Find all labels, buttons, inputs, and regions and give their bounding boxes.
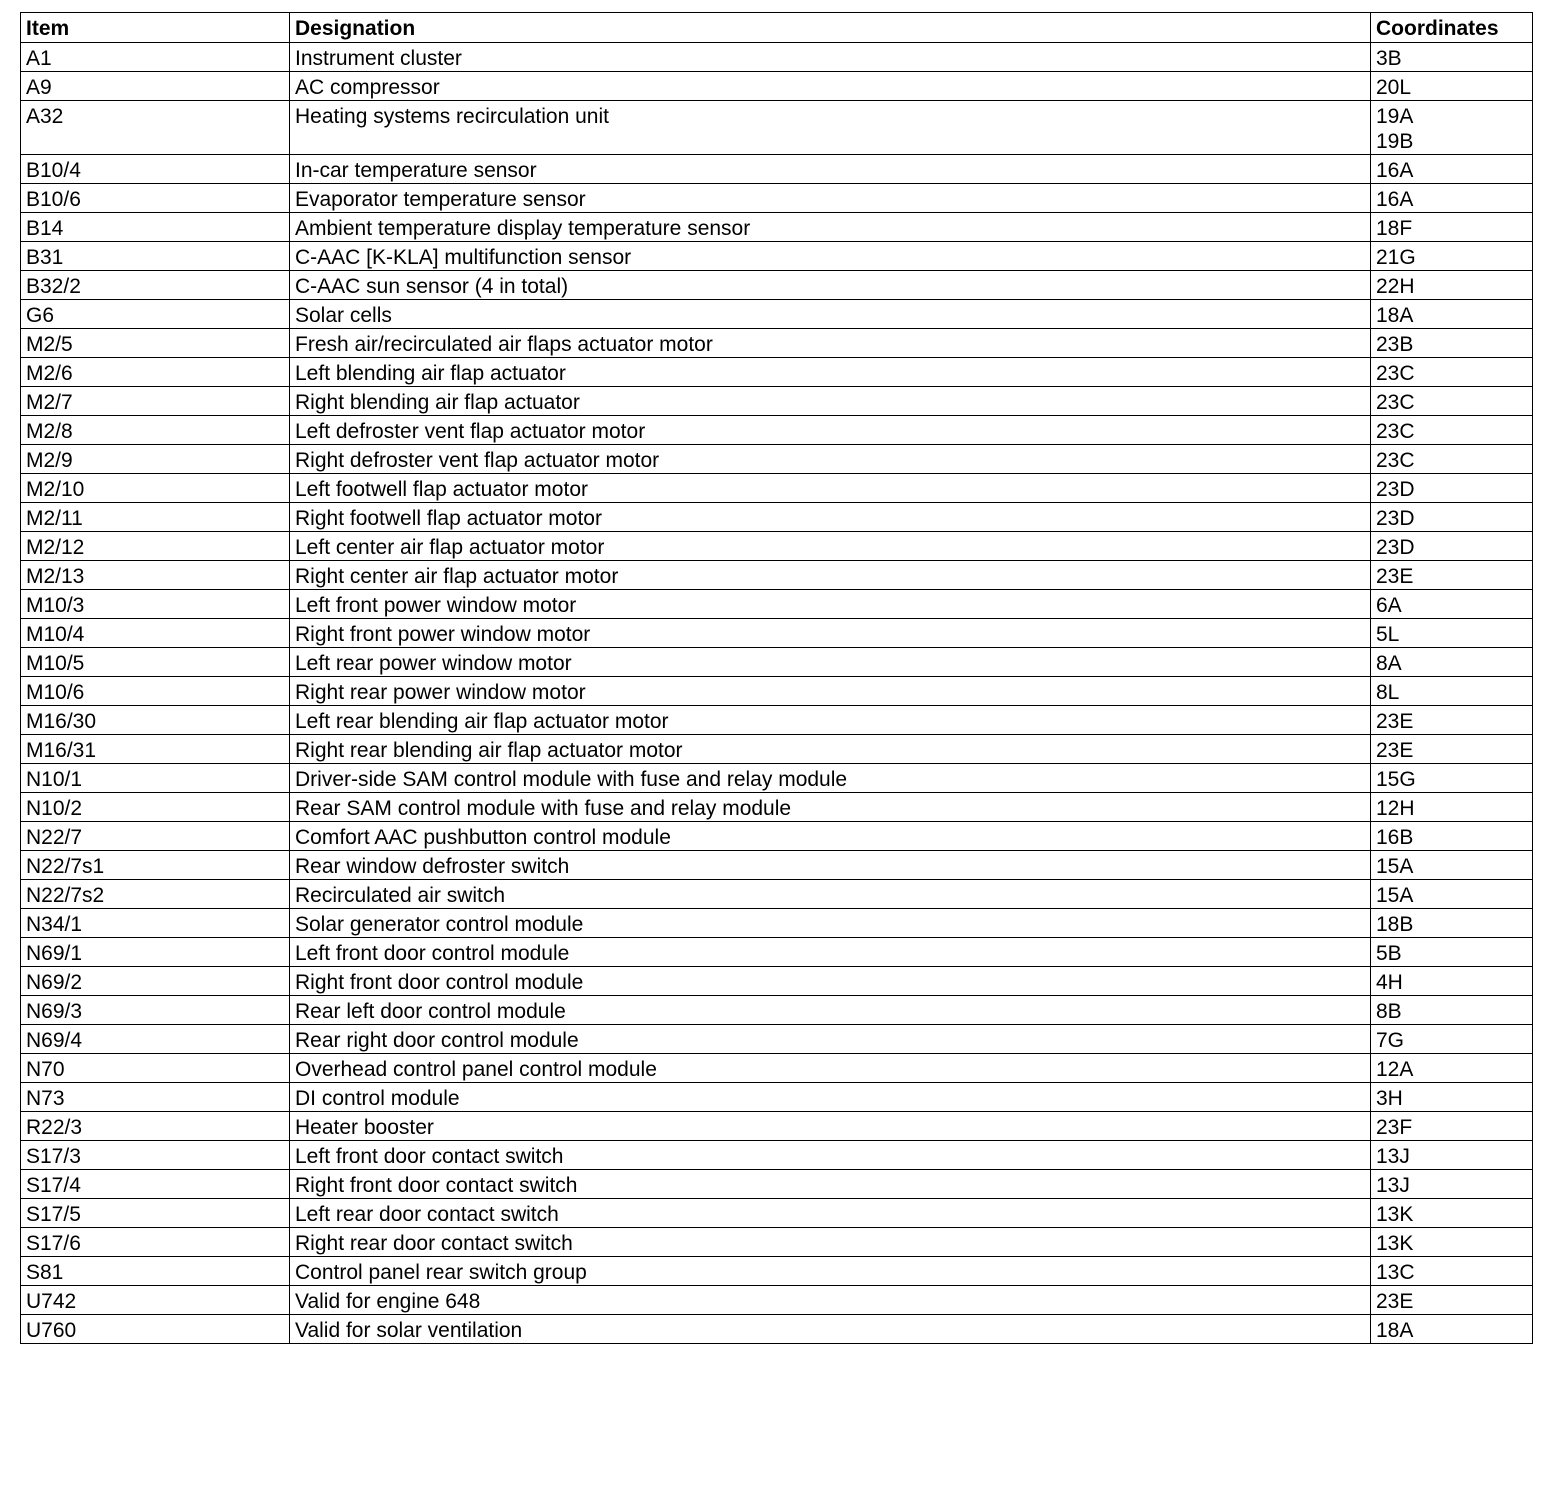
coordinate-value: 23E	[1376, 710, 1414, 733]
table-row	[21, 1199, 1533, 1228]
cell-designation: Right rear blending air flap actuator motor	[290, 735, 1371, 764]
cell-designation: Rear right door control module	[290, 1025, 1371, 1054]
table-row	[21, 648, 1533, 677]
cell-coordinates	[1371, 387, 1533, 416]
cell-item: M2/9	[21, 445, 290, 474]
cell-designation: Evaporator temperature sensor	[290, 184, 1371, 213]
coordinate-value: 19A	[1376, 105, 1414, 128]
table-row	[21, 822, 1533, 851]
header-item: Item	[21, 13, 290, 43]
table-row	[21, 532, 1533, 561]
coordinate-value: 18B	[1376, 913, 1414, 936]
cell-item: U760	[21, 1315, 290, 1344]
cell-designation: Right front power window motor	[290, 619, 1371, 648]
table-row	[21, 561, 1533, 590]
cell-item: N22/7s2	[21, 880, 290, 909]
cell-coordinates	[1371, 72, 1533, 101]
coordinate-value: 3H	[1376, 1087, 1403, 1110]
cell-coordinates	[1371, 155, 1533, 184]
cell-item: M2/8	[21, 416, 290, 445]
cell-coordinates	[1371, 793, 1533, 822]
coordinate-value: 15A	[1376, 855, 1414, 878]
cell-designation: Left center air flap actuator motor	[290, 532, 1371, 561]
cell-coordinates	[1371, 1054, 1533, 1083]
cell-item: N10/2	[21, 793, 290, 822]
cell-designation: Driver-side SAM control module with fuse and relay module	[290, 764, 1371, 793]
coordinate-value: 23D	[1376, 507, 1415, 530]
coordinate-value: 23D	[1376, 536, 1415, 559]
coordinate-value: 6A	[1376, 594, 1402, 617]
coordinate-value: 15A	[1376, 884, 1414, 907]
coordinate-value: 15G	[1376, 768, 1416, 791]
table-row	[21, 619, 1533, 648]
cell-coordinates	[1371, 532, 1533, 561]
cell-item: N70	[21, 1054, 290, 1083]
coordinate-value: 8A	[1376, 652, 1402, 675]
cell-item: N69/3	[21, 996, 290, 1025]
cell-coordinates	[1371, 474, 1533, 503]
table-row	[21, 909, 1533, 938]
cell-designation: Right blending air flap actuator	[290, 387, 1371, 416]
table-row	[21, 793, 1533, 822]
cell-designation: Left rear blending air flap actuator motor	[290, 706, 1371, 735]
table-row	[21, 1170, 1533, 1199]
header-designation: Designation	[290, 13, 1371, 43]
cell-coordinates	[1371, 561, 1533, 590]
cell-designation: Left rear door contact switch	[290, 1199, 1371, 1228]
table-row	[21, 387, 1533, 416]
cell-item: M2/6	[21, 358, 290, 387]
cell-item: M10/4	[21, 619, 290, 648]
table-row	[21, 1112, 1533, 1141]
cell-coordinates	[1371, 1141, 1533, 1170]
coordinate-value: 8L	[1376, 681, 1400, 704]
cell-designation: Heater booster	[290, 1112, 1371, 1141]
cell-designation: Left front door control module	[290, 938, 1371, 967]
cell-designation: Fresh air/recirculated air flaps actuator motor	[290, 329, 1371, 358]
table-row	[21, 358, 1533, 387]
cell-item: B10/6	[21, 184, 290, 213]
cell-designation: Control panel rear switch group	[290, 1257, 1371, 1286]
cell-coordinates	[1371, 1315, 1533, 1344]
table-row	[21, 1286, 1533, 1315]
cell-item: S17/6	[21, 1228, 290, 1257]
cell-item: S17/5	[21, 1199, 290, 1228]
cell-coordinates	[1371, 300, 1533, 329]
table-row	[21, 1228, 1533, 1257]
cell-coordinates	[1371, 996, 1533, 1025]
table-row	[21, 1315, 1533, 1344]
coordinate-value: 23F	[1376, 1116, 1413, 1139]
table-row	[21, 155, 1533, 184]
coordinate-value: 18F	[1376, 217, 1413, 240]
cell-coordinates	[1371, 880, 1533, 909]
cell-item: B32/2	[21, 271, 290, 300]
cell-coordinates	[1371, 1228, 1533, 1257]
cell-designation: Right front door control module	[290, 967, 1371, 996]
table-row	[21, 735, 1533, 764]
cell-item: M10/3	[21, 590, 290, 619]
cell-coordinates	[1371, 909, 1533, 938]
table-row	[21, 1141, 1533, 1170]
cell-coordinates	[1371, 735, 1533, 764]
table-row	[21, 996, 1533, 1025]
cell-coordinates	[1371, 271, 1533, 300]
coordinate-value: 21G	[1376, 246, 1416, 269]
table-row	[21, 1083, 1533, 1112]
table-row	[21, 329, 1533, 358]
cell-item: U742	[21, 1286, 290, 1315]
coordinate-value: 8B	[1376, 1000, 1402, 1023]
cell-designation: Right rear power window motor	[290, 677, 1371, 706]
coordinate-value: 23C	[1376, 420, 1415, 443]
table-row	[21, 677, 1533, 706]
cell-coordinates	[1371, 677, 1533, 706]
cell-item: R22/3	[21, 1112, 290, 1141]
table-row	[21, 43, 1533, 72]
coordinate-value: 16A	[1376, 188, 1414, 211]
cell-designation: Right rear door contact switch	[290, 1228, 1371, 1257]
coordinate-value: 13C	[1376, 1261, 1415, 1284]
table-row	[21, 967, 1533, 996]
coordinate-value: 16A	[1376, 159, 1414, 182]
cell-item: N69/2	[21, 967, 290, 996]
cell-item: A32	[21, 101, 290, 155]
cell-coordinates	[1371, 1286, 1533, 1315]
cell-coordinates	[1371, 938, 1533, 967]
cell-coordinates	[1371, 213, 1533, 242]
cell-item: B10/4	[21, 155, 290, 184]
cell-designation: Rear window defroster switch	[290, 851, 1371, 880]
cell-designation: Left rear power window motor	[290, 648, 1371, 677]
table-row	[21, 213, 1533, 242]
cell-coordinates	[1371, 416, 1533, 445]
cell-item: S17/4	[21, 1170, 290, 1199]
cell-item: N73	[21, 1083, 290, 1112]
cell-item: A1	[21, 43, 290, 72]
cell-coordinates	[1371, 706, 1533, 735]
cell-item: M2/7	[21, 387, 290, 416]
cell-item: G6	[21, 300, 290, 329]
cell-item: M2/13	[21, 561, 290, 590]
cell-designation: Solar cells	[290, 300, 1371, 329]
cell-item: S81	[21, 1257, 290, 1286]
cell-designation: Right center air flap actuator motor	[290, 561, 1371, 590]
coordinate-value: 12A	[1376, 1058, 1414, 1081]
cell-designation: C-AAC [K-KLA] multifunction sensor	[290, 242, 1371, 271]
coordinate-value: 13K	[1376, 1232, 1414, 1255]
cell-designation: Right defroster vent flap actuator motor	[290, 445, 1371, 474]
coordinate-value: 18A	[1376, 1319, 1414, 1342]
cell-item: M16/31	[21, 735, 290, 764]
coordinate-value: 23E	[1376, 739, 1414, 762]
table-row	[21, 101, 1533, 155]
cell-item: M2/12	[21, 532, 290, 561]
coordinate-value: 13J	[1376, 1145, 1410, 1168]
table-row	[21, 416, 1533, 445]
cell-designation: Valid for engine 648	[290, 1286, 1371, 1315]
cell-designation: Right front door contact switch	[290, 1170, 1371, 1199]
table-row	[21, 72, 1533, 101]
coordinate-value: 23E	[1376, 1290, 1414, 1313]
table-row	[21, 503, 1533, 532]
cell-item: A9	[21, 72, 290, 101]
table-row	[21, 1054, 1533, 1083]
cell-coordinates	[1371, 590, 1533, 619]
cell-item: N69/1	[21, 938, 290, 967]
cell-designation: Recirculated air switch	[290, 880, 1371, 909]
cell-coordinates	[1371, 764, 1533, 793]
coordinate-value: 13J	[1376, 1174, 1410, 1197]
coordinate-value: 18A	[1376, 304, 1414, 327]
cell-coordinates	[1371, 1025, 1533, 1054]
cell-coordinates	[1371, 1083, 1533, 1112]
cell-item: B31	[21, 242, 290, 271]
cell-designation: Left defroster vent flap actuator motor	[290, 416, 1371, 445]
coordinate-value: 20L	[1376, 76, 1412, 99]
cell-designation: Overhead control panel control module	[290, 1054, 1371, 1083]
cell-item: N22/7s1	[21, 851, 290, 880]
table-row	[21, 1025, 1533, 1054]
table-row	[21, 300, 1533, 329]
coordinate-value: 5L	[1376, 623, 1400, 646]
cell-coordinates	[1371, 43, 1533, 72]
cell-coordinates	[1371, 329, 1533, 358]
coordinate-value: 5B	[1376, 942, 1402, 965]
coordinate-value: 23D	[1376, 478, 1415, 501]
cell-item: B14	[21, 213, 290, 242]
cell-designation: Comfort AAC pushbutton control module	[290, 822, 1371, 851]
cell-item: N34/1	[21, 909, 290, 938]
cell-item: M10/5	[21, 648, 290, 677]
coordinate-value: 12H	[1376, 797, 1415, 820]
table-row	[21, 880, 1533, 909]
cell-coordinates	[1371, 1112, 1533, 1141]
cell-designation: AC compressor	[290, 72, 1371, 101]
cell-designation: Solar generator control module	[290, 909, 1371, 938]
coordinate-value: 23B	[1376, 333, 1414, 356]
table-row	[21, 474, 1533, 503]
cell-designation: C-AAC sun sensor (4 in total)	[290, 271, 1371, 300]
coordinate-value: 23C	[1376, 391, 1415, 414]
cell-item: N69/4	[21, 1025, 290, 1054]
cell-item: N22/7	[21, 822, 290, 851]
coordinate-value: 13K	[1376, 1203, 1414, 1226]
coordinate-value: 23C	[1376, 449, 1415, 472]
coordinate-value: 19B	[1376, 130, 1414, 153]
cell-coordinates	[1371, 822, 1533, 851]
cell-coordinates	[1371, 967, 1533, 996]
cell-coordinates	[1371, 648, 1533, 677]
cell-designation: Rear left door control module	[290, 996, 1371, 1025]
cell-coordinates	[1371, 619, 1533, 648]
cell-item: M2/5	[21, 329, 290, 358]
table-header-row	[21, 13, 1533, 43]
coordinate-value: 23E	[1376, 565, 1414, 588]
cell-designation: DI control module	[290, 1083, 1371, 1112]
coordinate-value: 16B	[1376, 826, 1414, 849]
cell-coordinates	[1371, 1199, 1533, 1228]
coordinate-value: 22H	[1376, 275, 1415, 298]
cell-item: S17/3	[21, 1141, 290, 1170]
cell-designation: Ambient temperature display temperature sensor	[290, 213, 1371, 242]
cell-designation: Left front power window motor	[290, 590, 1371, 619]
cell-designation: Heating systems recirculation unit	[290, 101, 1371, 155]
table-body	[21, 43, 1533, 1344]
cell-coordinates	[1371, 1170, 1533, 1199]
cell-designation: Rear SAM control module with fuse and relay module	[290, 793, 1371, 822]
table-row	[21, 1257, 1533, 1286]
coordinate-value: 23C	[1376, 362, 1415, 385]
cell-designation: Left blending air flap actuator	[290, 358, 1371, 387]
cell-item: M10/6	[21, 677, 290, 706]
component-legend-table	[20, 12, 1533, 1344]
cell-coordinates	[1371, 851, 1533, 880]
cell-coordinates	[1371, 358, 1533, 387]
table-row	[21, 938, 1533, 967]
coordinate-value: 3B	[1376, 47, 1402, 70]
cell-designation: Valid for solar ventilation	[290, 1315, 1371, 1344]
cell-item: N10/1	[21, 764, 290, 793]
table-row	[21, 706, 1533, 735]
cell-item: M2/10	[21, 474, 290, 503]
cell-designation: Left front door contact switch	[290, 1141, 1371, 1170]
cell-coordinates	[1371, 101, 1533, 155]
cell-coordinates	[1371, 503, 1533, 532]
cell-designation: Left footwell flap actuator motor	[290, 474, 1371, 503]
cell-designation: Instrument cluster	[290, 43, 1371, 72]
table-row	[21, 764, 1533, 793]
table-row	[21, 590, 1533, 619]
table-row	[21, 242, 1533, 271]
cell-coordinates	[1371, 445, 1533, 474]
cell-coordinates	[1371, 242, 1533, 271]
coordinate-value: 7G	[1376, 1029, 1405, 1052]
cell-item: M2/11	[21, 503, 290, 532]
coordinate-value: 4H	[1376, 971, 1403, 994]
table-row	[21, 184, 1533, 213]
header-coordinates: Coordinates	[1371, 13, 1533, 43]
cell-designation: Right footwell flap actuator motor	[290, 503, 1371, 532]
cell-item: M16/30	[21, 706, 290, 735]
table-row	[21, 271, 1533, 300]
table-row	[21, 445, 1533, 474]
cell-coordinates	[1371, 1257, 1533, 1286]
cell-designation: In-car temperature sensor	[290, 155, 1371, 184]
table-row	[21, 851, 1533, 880]
cell-coordinates	[1371, 184, 1533, 213]
